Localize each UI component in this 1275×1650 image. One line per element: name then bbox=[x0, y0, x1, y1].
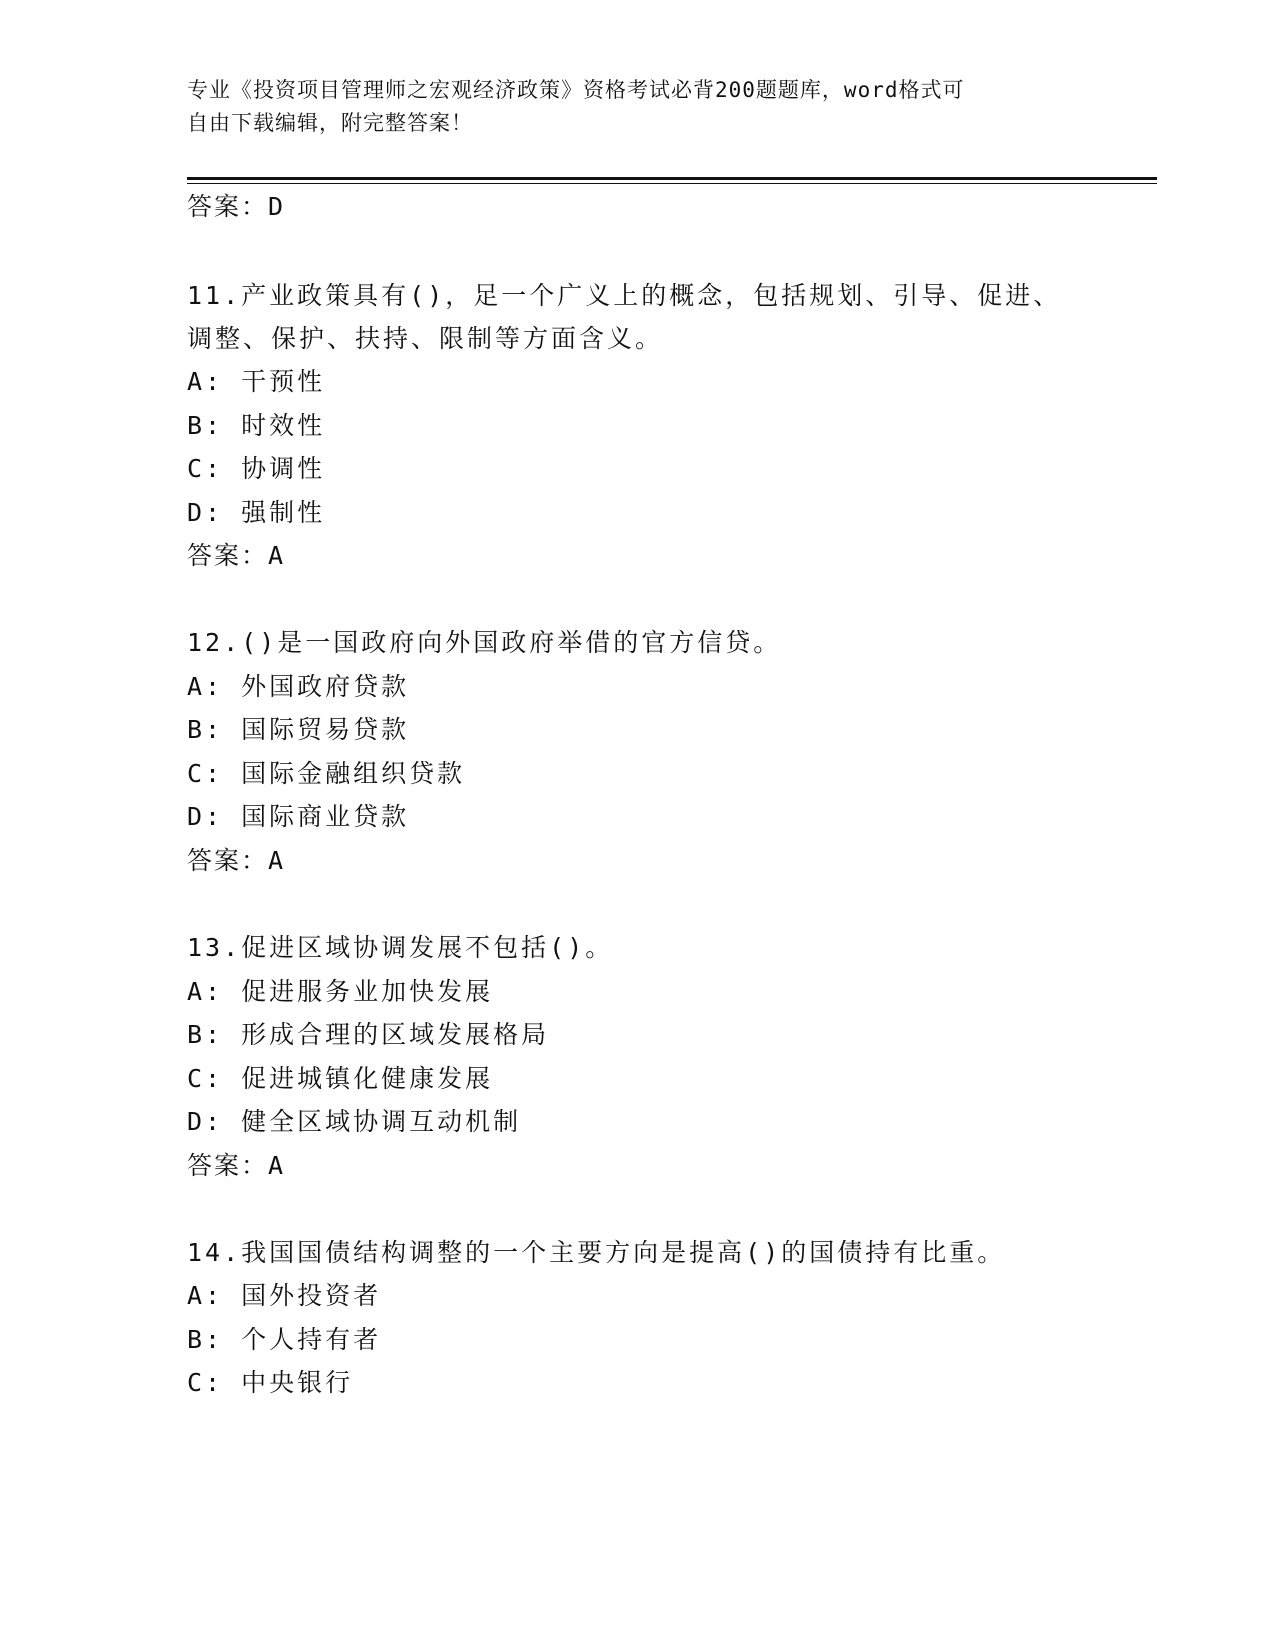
question-11-answer: 答案：A bbox=[187, 541, 286, 570]
question-11-option-a: A: 干预性 bbox=[187, 367, 326, 396]
question-13-option-c: C: 促进城镇化健康发展 bbox=[187, 1064, 494, 1093]
question-12-option-a: A: 外国政府贷款 bbox=[187, 672, 410, 701]
question-13-option-a: A: 促进服务业加快发展 bbox=[187, 977, 494, 1006]
document-header bbox=[187, 74, 1067, 140]
question-13-option-d: D: 健全区域协调互动机制 bbox=[187, 1107, 522, 1136]
answer-prev: 答案：D bbox=[187, 192, 286, 221]
question-12-option-d: D: 国际商业贷款 bbox=[187, 802, 410, 831]
question-14-option-a: A: 国外投资者 bbox=[187, 1281, 382, 1310]
question-14-option-b: B: 个人持有者 bbox=[187, 1325, 382, 1354]
question-12-stem: 12.()是一国政府向外国政府举借的官方信贷。 bbox=[187, 628, 782, 657]
question-11-option-c: C: 协调性 bbox=[187, 454, 326, 483]
question-12-option-b: B: 国际贸易贷款 bbox=[187, 715, 410, 744]
header-line-2: 自由下载编辑，附完整答案！ bbox=[187, 111, 473, 135]
question-13-option-b: B: 形成合理的区域发展格局 bbox=[187, 1020, 550, 1049]
question-13-answer: 答案：A bbox=[187, 1151, 286, 1180]
question-12-answer: 答案：A bbox=[187, 846, 286, 875]
question-11-option-b: B: 时效性 bbox=[187, 411, 326, 440]
header-rule-thick bbox=[187, 177, 1157, 180]
question-11-stem-line-2: 调整、保护、扶持、限制等方面含义。 bbox=[187, 324, 664, 353]
header-line-1: 专业《投资项目管理师之宏观经济政策》资格考试必背200题题库，word格式可 bbox=[187, 78, 965, 102]
header-rule-thin bbox=[187, 183, 1157, 184]
question-13-stem: 13.促进区域协调发展不包括()。 bbox=[187, 933, 614, 962]
question-11-stem-line-1: 11.产业政策具有()，足一个广义上的概念，包括规划、引导、促进、 bbox=[187, 281, 1062, 310]
question-12-option-c: C: 国际金融组织贷款 bbox=[187, 759, 466, 788]
question-14-stem: 14.我国国债结构调整的一个主要方向是提高()的国债持有比重。 bbox=[187, 1238, 1006, 1267]
question-11-option-d: D: 强制性 bbox=[187, 498, 326, 527]
question-14-option-c: C: 中央银行 bbox=[187, 1368, 354, 1397]
